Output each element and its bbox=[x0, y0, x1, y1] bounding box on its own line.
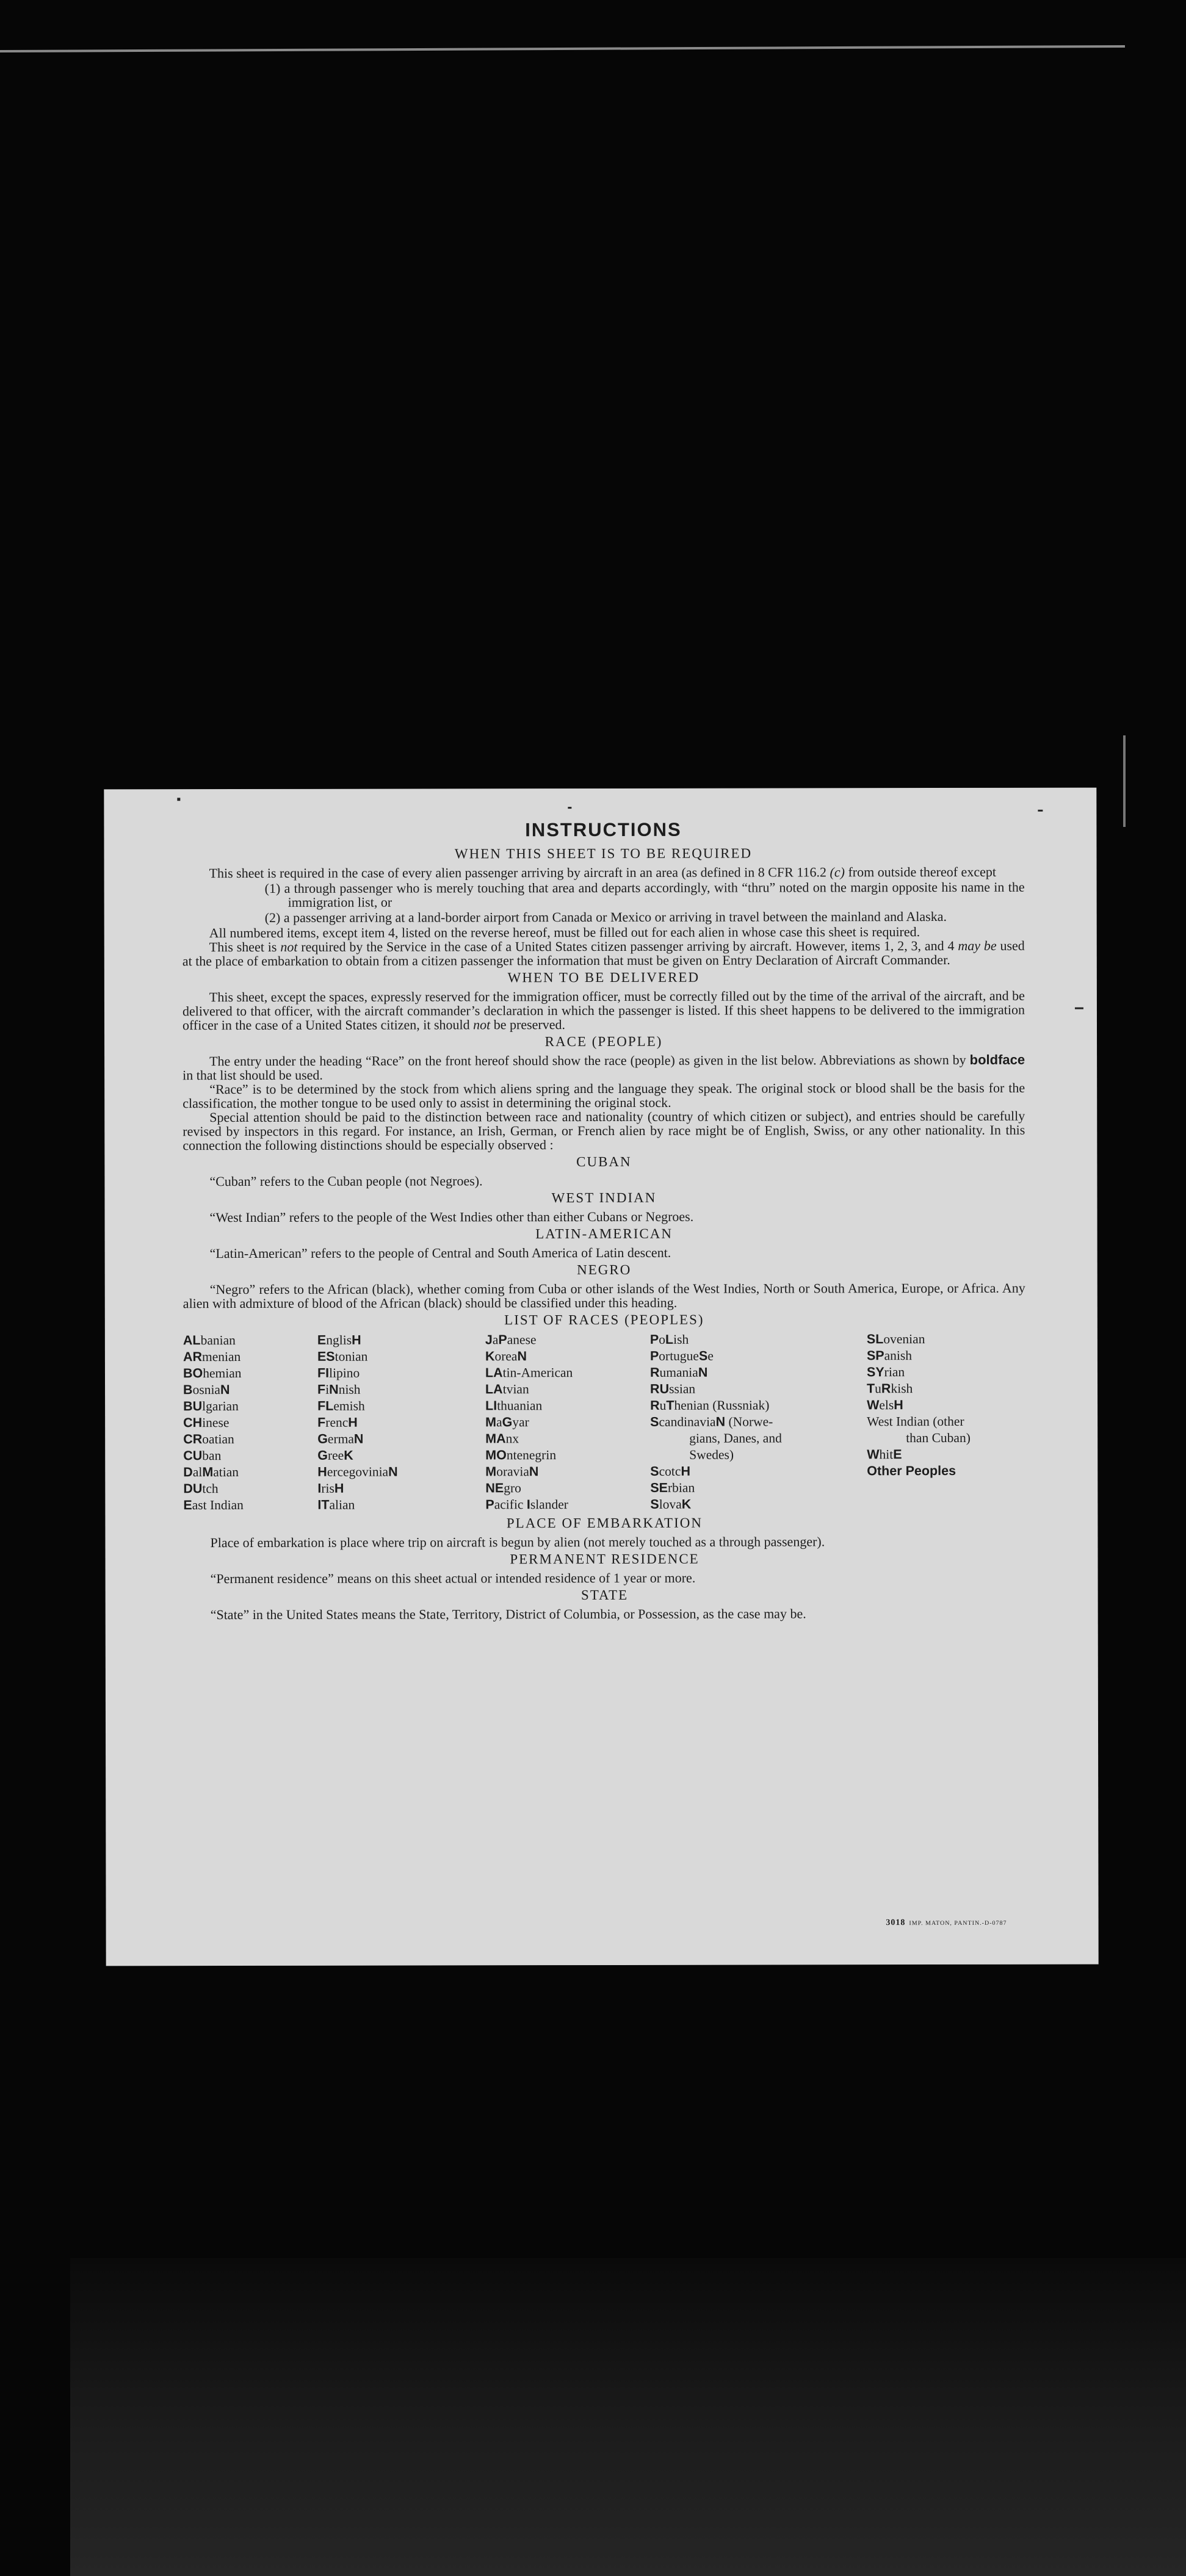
race-entry bbox=[867, 1380, 1025, 1397]
race-entry bbox=[183, 1481, 317, 1497]
races-column bbox=[650, 1331, 867, 1513]
race-name-part: hemian bbox=[203, 1366, 242, 1381]
race-entry bbox=[650, 1413, 867, 1431]
race-abbreviation: CU bbox=[183, 1448, 203, 1463]
race-abbreviation: M bbox=[202, 1465, 214, 1480]
race-name-part: anese bbox=[507, 1332, 537, 1348]
heading-latin-american: LATIN-AMERICAN bbox=[535, 1225, 673, 1242]
race-entry bbox=[183, 1398, 317, 1415]
race-name-part: u bbox=[875, 1381, 881, 1396]
sheet-content bbox=[182, 818, 1025, 1622]
race-name-part: menian bbox=[201, 1349, 241, 1365]
race-abbreviation: IT bbox=[317, 1497, 330, 1512]
race-name-part: gians, Danes, and bbox=[689, 1431, 782, 1446]
paragraph-west-indian: “West Indian” refers to the people of the West Indies other than either Cubans or Negroes. bbox=[209, 1208, 694, 1225]
race-entry bbox=[485, 1332, 650, 1348]
form-number: 3018 bbox=[886, 1918, 906, 1928]
race-name-part: acific bbox=[494, 1497, 527, 1512]
race-name-part: ercegovinia bbox=[327, 1464, 389, 1479]
paragraph-state: “State” in the United States means the State, Territory, District of Columbia, or Possession, as the case may be. bbox=[210, 1606, 806, 1623]
form-footer bbox=[886, 1918, 1007, 1928]
race-entry bbox=[317, 1365, 485, 1381]
race-entry bbox=[183, 1382, 317, 1398]
race-abbreviation: N bbox=[353, 1431, 364, 1446]
race-abbreviation: S bbox=[650, 1463, 659, 1479]
paragraph-required: This sheet is required in the case of every alien passenger arriving by aircraft in an area (as defined in 8 CFR 116.2 (c) from outside thereof except bbox=[209, 864, 996, 881]
heading-race: RACE (PEOPLE) bbox=[544, 1033, 663, 1050]
race-abbreviation: CH bbox=[183, 1415, 203, 1431]
race-abbreviation: W bbox=[867, 1398, 880, 1413]
race-entry bbox=[650, 1479, 867, 1496]
race-entry bbox=[485, 1381, 650, 1398]
race-abbreviation: P bbox=[498, 1332, 507, 1348]
race-abbreviation: FI bbox=[317, 1365, 330, 1380]
race-abbreviation: W bbox=[867, 1447, 880, 1462]
race-entry bbox=[650, 1331, 867, 1348]
race-name-part: tin-American bbox=[502, 1365, 573, 1380]
race-name-part: tch bbox=[202, 1481, 219, 1496]
race-entry bbox=[485, 1348, 650, 1365]
heading-cuban: CUBAN bbox=[576, 1153, 632, 1170]
race-entry bbox=[485, 1447, 650, 1463]
race-entry bbox=[867, 1397, 1025, 1413]
race-entry bbox=[183, 1448, 317, 1464]
race-name-part: West Indian (other bbox=[867, 1413, 964, 1429]
race-entry bbox=[867, 1331, 1025, 1348]
race-name-part: ssian bbox=[669, 1381, 696, 1396]
race-abbreviation: P bbox=[485, 1497, 494, 1512]
race-name-part: oravia bbox=[496, 1464, 529, 1479]
dust-speck bbox=[1075, 1008, 1083, 1009]
race-name-part: rbian bbox=[667, 1480, 695, 1495]
race-name-part: candinavia bbox=[659, 1414, 716, 1429]
race-entry bbox=[650, 1348, 867, 1365]
heading-negro: NEGRO bbox=[577, 1261, 632, 1278]
race-abbreviation: H bbox=[681, 1463, 690, 1479]
race-entry bbox=[867, 1463, 1025, 1479]
race-entry bbox=[183, 1332, 317, 1349]
race-abbreviation: CR bbox=[183, 1432, 203, 1447]
race-abbreviation: T bbox=[666, 1398, 674, 1413]
heading-residence: PERMANENT RESIDENCE bbox=[510, 1551, 700, 1567]
race-name-part: u bbox=[659, 1398, 667, 1413]
race-name-part: ris bbox=[321, 1481, 334, 1496]
race-name-part: thuanian bbox=[497, 1398, 543, 1413]
races-column bbox=[317, 1332, 486, 1513]
race-entry bbox=[867, 1430, 1025, 1446]
race-abbreviation: I bbox=[526, 1497, 530, 1512]
race-entry bbox=[650, 1380, 867, 1398]
race-entry bbox=[485, 1480, 650, 1496]
race-name-part: erma bbox=[327, 1431, 354, 1446]
race-name-part: rian bbox=[884, 1365, 905, 1380]
race-entry bbox=[317, 1431, 485, 1447]
race-name-part: Swedes) bbox=[689, 1447, 734, 1462]
paragraph-race-entry: The entry under the heading “Race” on the front hereof should show the race (people) as given in the list below. Abbreviations as shown by boldface in that list should be used. bbox=[183, 1052, 1025, 1083]
paragraph-negro: “Negro” refers to the African (black), whether coming from Cuba or other islands of the West Indies, North or South America, Europe, or Africa. Any alien with admixture of blood of the African (black) should be classified under this heading. bbox=[183, 1280, 1025, 1311]
paragraph-race-nationality: Special attention should be paid to the distinction between race and nationality (country of which citizen or subject), and entries should be carefully revised by inspectors in this regard. For instance, an Irish, German, or French alien by race might be of English, Swiss, or any other nationality. In this connection the following distinctions should be especially observed : bbox=[183, 1108, 1025, 1153]
race-abbreviation: BU bbox=[183, 1399, 203, 1414]
race-entry bbox=[317, 1463, 485, 1480]
race-abbreviation: E bbox=[893, 1447, 902, 1462]
race-abbreviation: AR bbox=[183, 1349, 203, 1365]
race-abbreviation: RU bbox=[650, 1381, 670, 1396]
exception-item-2: (2) a passenger arriving at a land-border airport from Canada or Mexico or arriving in travel between the mainland and Alaska. bbox=[264, 909, 947, 925]
sheet-title: INSTRUCTIONS bbox=[525, 818, 682, 841]
race-entry bbox=[183, 1497, 317, 1513]
race-abbreviation: F bbox=[317, 1382, 326, 1397]
race-abbreviation: NE bbox=[485, 1481, 504, 1496]
race-name-part: cotc bbox=[659, 1463, 681, 1479]
dust-speck bbox=[1038, 810, 1043, 812]
race-entry bbox=[317, 1348, 485, 1365]
paragraph-latin-american: “Latin-American” refers to the people of Central and South America of Latin descent. bbox=[209, 1244, 671, 1261]
race-entry bbox=[650, 1397, 867, 1414]
race-entry bbox=[485, 1463, 650, 1480]
race-name-part: ban bbox=[202, 1448, 222, 1463]
race-abbreviation: N bbox=[517, 1349, 527, 1364]
race-name-part: ntenegrin bbox=[506, 1448, 557, 1463]
race-abbreviation: BO bbox=[183, 1366, 203, 1381]
races-column bbox=[867, 1331, 1026, 1512]
race-abbreviation: R bbox=[650, 1398, 660, 1413]
race-name-part: orea bbox=[494, 1349, 518, 1364]
race-name-part: tonian bbox=[334, 1349, 368, 1364]
exception-item-1: (1) a through passenger who is merely touching that area and departs accordingly, with “thru” noted on the margin opposite his name in the immigration list, or bbox=[264, 879, 1025, 910]
heading-when-required: WHEN THIS SHEET IS TO BE REQUIRED bbox=[454, 845, 753, 862]
race-abbreviation: SE bbox=[650, 1480, 668, 1495]
race-abbreviation: N bbox=[698, 1365, 708, 1380]
race-name-part: lgarian bbox=[202, 1399, 239, 1414]
race-entry bbox=[650, 1463, 867, 1480]
race-abbreviation: ES bbox=[317, 1349, 335, 1364]
race-name-part: gro bbox=[504, 1481, 521, 1496]
race-abbreviation: P bbox=[649, 1332, 659, 1347]
race-entry bbox=[485, 1365, 650, 1381]
paragraph-citizen: This sheet is not required by the Service in the case of a United States citizen passenger arriving by aircraft. However, items 1, 2, 3, and 4 may be used at the place of embarkation to obtain from a citizen passenger the information that must be given on Entry Declaration of Aircraft Commander. bbox=[182, 937, 1025, 969]
paragraph-numbered-items: All numbered items, except item 4, listed on the reverse hereof, must be filled out for each alien in whose case this sheet is required. bbox=[209, 924, 920, 941]
dust-speck bbox=[177, 798, 180, 801]
race-abbreviation: T bbox=[867, 1381, 875, 1396]
race-entry bbox=[867, 1348, 1025, 1364]
race-name-part: hit bbox=[879, 1447, 894, 1462]
race-name-part: renc bbox=[325, 1415, 349, 1430]
race-abbreviation: N bbox=[388, 1464, 398, 1479]
race-entry bbox=[183, 1431, 317, 1448]
race-abbreviation: K bbox=[485, 1349, 495, 1364]
race-name-part: osnia bbox=[192, 1382, 220, 1398]
race-abbreviation: LA bbox=[485, 1365, 503, 1380]
race-abbreviation: S bbox=[650, 1414, 659, 1429]
race-abbreviation: P bbox=[649, 1348, 659, 1363]
race-abbreviation: N bbox=[220, 1382, 230, 1398]
race-abbreviation: D bbox=[183, 1465, 193, 1480]
race-name-part: al bbox=[192, 1465, 203, 1480]
race-entry bbox=[650, 1430, 867, 1447]
race-entry bbox=[317, 1414, 485, 1431]
race-abbreviation: N bbox=[529, 1464, 539, 1479]
heading-embarkation: PLACE OF EMBARKATION bbox=[506, 1515, 703, 1531]
heading-races-list: LIST OF RACES (PEOPLES) bbox=[504, 1311, 704, 1328]
race-name-part: lova bbox=[659, 1496, 682, 1512]
race-abbreviation: S bbox=[698, 1348, 708, 1363]
race-entry bbox=[650, 1446, 867, 1463]
race-abbreviation: SP bbox=[866, 1348, 884, 1363]
race-abbreviation: J bbox=[485, 1332, 493, 1348]
race-name-part: nish bbox=[338, 1382, 361, 1397]
race-abbreviation: S bbox=[650, 1496, 659, 1512]
race-name-part: ast Indian bbox=[192, 1498, 244, 1513]
races-column bbox=[183, 1332, 318, 1513]
race-abbreviation: MA bbox=[485, 1431, 506, 1446]
race-name-part: ortugue bbox=[659, 1348, 699, 1363]
race-abbreviation: H bbox=[317, 1464, 327, 1479]
race-abbreviation: N bbox=[715, 1414, 726, 1429]
race-name-part: emish bbox=[333, 1398, 365, 1413]
race-entry bbox=[317, 1447, 485, 1463]
race-entry bbox=[183, 1365, 317, 1382]
scanner-edge-line bbox=[0, 45, 1125, 52]
race-abbreviation: H bbox=[348, 1415, 358, 1430]
race-name-part: oatian bbox=[202, 1432, 234, 1447]
race-entry bbox=[485, 1496, 650, 1513]
race-name-part: e bbox=[707, 1348, 714, 1363]
race-name-part: a bbox=[492, 1332, 499, 1348]
instruction-sheet bbox=[104, 788, 1098, 1966]
race-entry bbox=[317, 1381, 485, 1398]
race-abbreviation: FL bbox=[317, 1398, 334, 1413]
paragraph-race-definition: “Race” is to be determined by the stock from which aliens spring and the language they speak. The original stock or blood shall be the basis for the classification, the mother tongue to be used only to assist in determining the original stock. bbox=[183, 1080, 1025, 1111]
race-name-part: yar bbox=[512, 1415, 529, 1430]
race-abbreviation: LI bbox=[485, 1398, 497, 1413]
race-name-part: ish bbox=[673, 1332, 689, 1347]
race-entry bbox=[317, 1480, 485, 1496]
race-name-part: o bbox=[659, 1332, 666, 1347]
race-abbreviation: B bbox=[183, 1382, 193, 1398]
race-name-part: i bbox=[325, 1382, 330, 1397]
race-entry bbox=[867, 1413, 1025, 1430]
race-entry bbox=[183, 1349, 317, 1365]
race-abbreviation: K bbox=[681, 1496, 692, 1512]
paragraph-delivered: This sheet, except the spaces, expressly reserved for the immigration officer, must be correctly filled out by the time of the arrival of the aircraft, and be delivered to that officer, with the aircraft commander’s declaration in which the passenger is listed. If this sheet happens to be delivered to the immigration officer in the case of a United States citizen, it should not be preserved. bbox=[182, 987, 1025, 1033]
race-abbreviation: R bbox=[881, 1381, 891, 1396]
race-abbreviation: N bbox=[329, 1382, 339, 1397]
race-name-part: kish bbox=[891, 1381, 913, 1396]
race-entry bbox=[317, 1332, 485, 1348]
race-abbreviation: I bbox=[317, 1481, 322, 1496]
scan-artifact-streak bbox=[1123, 735, 1126, 827]
race-name-part: umania bbox=[659, 1365, 698, 1380]
race-name-part: (Norwe- bbox=[725, 1414, 773, 1429]
race-name-part: alian bbox=[329, 1497, 355, 1512]
race-name-part: lipino bbox=[329, 1365, 360, 1380]
race-entry bbox=[317, 1398, 485, 1414]
printer-mark: IMP. MATON, PANTIN.-D-0787 bbox=[909, 1919, 1007, 1927]
race-entry bbox=[317, 1496, 485, 1513]
race-abbreviation: E bbox=[317, 1332, 327, 1348]
paragraph-cuban: “Cuban” refers to the Cuban people (not Negroes). bbox=[209, 1173, 483, 1189]
race-name-part: slander bbox=[530, 1497, 568, 1512]
race-name-part: anish bbox=[884, 1348, 913, 1363]
race-abbreviation: K bbox=[344, 1448, 353, 1463]
race-name-part: henian (Russniak) bbox=[674, 1398, 770, 1413]
race-name-part: ovenian bbox=[883, 1332, 925, 1347]
race-name-part: tvian bbox=[502, 1382, 529, 1397]
race-abbreviation: L bbox=[665, 1332, 674, 1347]
race-abbreviation: F bbox=[317, 1415, 326, 1430]
race-name-part: ree bbox=[327, 1448, 344, 1463]
race-abbreviation: M bbox=[485, 1415, 497, 1430]
race-abbreviation: R bbox=[649, 1365, 660, 1380]
paragraph-residence: “Permanent residence” means on this sheet actual or intended residence of 1 year or more. bbox=[210, 1570, 696, 1587]
race-name-part: atian bbox=[213, 1465, 239, 1480]
heading-west-indian: WEST INDIAN bbox=[551, 1189, 657, 1206]
race-name-part: inese bbox=[202, 1415, 230, 1431]
race-abbreviation: LA bbox=[485, 1382, 503, 1397]
race-abbreviation: E bbox=[183, 1498, 192, 1513]
race-name-part: banian bbox=[200, 1333, 236, 1348]
race-name-part: than Cuban) bbox=[906, 1430, 971, 1446]
race-name-part: a bbox=[496, 1415, 502, 1430]
race-entry bbox=[183, 1415, 317, 1431]
race-entry bbox=[867, 1446, 1025, 1463]
race-name-part: nglis bbox=[326, 1332, 352, 1348]
dust-speck bbox=[568, 807, 571, 809]
race-abbreviation: G bbox=[317, 1448, 328, 1463]
heading-state: STATE bbox=[581, 1587, 629, 1603]
scanner-bed-shadow bbox=[70, 2258, 1186, 2576]
race-entry bbox=[650, 1496, 867, 1513]
race-name-part: els bbox=[879, 1398, 894, 1413]
race-abbreviation: M bbox=[485, 1464, 497, 1479]
paragraph-embarkation: Place of embarkation is place where trip on aircraft is begun by alien (not merely touched as a through passenger). bbox=[210, 1534, 825, 1551]
race-entry bbox=[650, 1364, 867, 1381]
race-abbreviation: MO bbox=[485, 1448, 507, 1463]
race-abbreviation: G bbox=[317, 1431, 328, 1446]
race-abbreviation: DU bbox=[183, 1481, 203, 1496]
heading-when-delivered: WHEN TO BE DELIVERED bbox=[507, 969, 700, 986]
race-abbreviation: H bbox=[352, 1332, 361, 1348]
race-entry bbox=[485, 1431, 650, 1447]
race-abbreviation: Other Peoples bbox=[867, 1463, 956, 1479]
races-list bbox=[183, 1331, 1026, 1513]
race-entry bbox=[485, 1414, 650, 1431]
race-abbreviation: H bbox=[334, 1481, 344, 1496]
race-abbreviation: AL bbox=[183, 1333, 201, 1348]
race-abbreviation: H bbox=[894, 1398, 903, 1413]
race-abbreviation: SY bbox=[866, 1365, 884, 1380]
race-abbreviation: G bbox=[502, 1415, 513, 1430]
races-column bbox=[485, 1332, 651, 1513]
race-entry bbox=[867, 1364, 1025, 1380]
race-entry bbox=[183, 1464, 317, 1481]
race-entry bbox=[485, 1398, 650, 1414]
race-name-part: nx bbox=[505, 1431, 519, 1446]
race-abbreviation: SL bbox=[866, 1332, 884, 1347]
